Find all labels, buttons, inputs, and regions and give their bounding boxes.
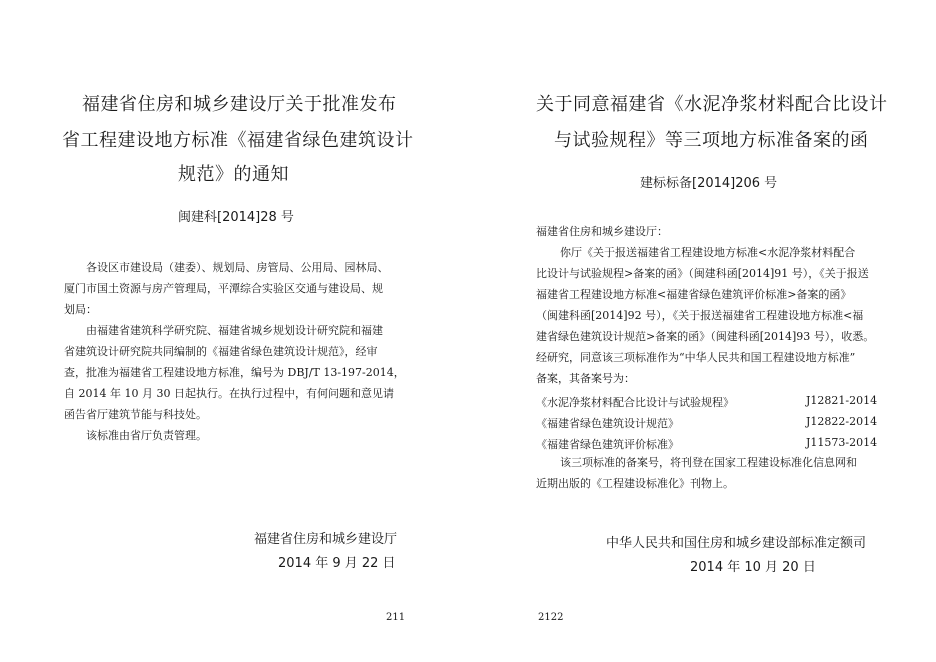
right-body-line: 福建省工程建设地方标准<福建省绿色建筑评价标准>备案的函》 xyxy=(536,288,852,301)
right-doc-number: 建标标备[2014]206 号 xyxy=(640,176,778,191)
right-body-line: 建省绿色建筑设计规范>备案的函》（闽建科函[2014]93 号），收悉。 xyxy=(536,330,875,343)
left-page-number: 211 xyxy=(386,612,406,623)
right-title-line-2: 与试验规程》等三项地方标准备案的函 xyxy=(554,130,869,151)
right-page xyxy=(468,0,936,662)
left-title-line-2: 省工程建设地方标准《福建省绿色建筑设计 xyxy=(62,130,414,151)
left-body-line: 自 2014 年 10 月 30 日起执行。在执行过程中，有何问题和意见请 xyxy=(64,387,394,400)
record-code: J11573-2014 xyxy=(806,436,878,449)
left-body-line: 函告省厅建筑节能与科技处。 xyxy=(64,408,207,421)
left-body-line: 查，批准为福建省工程建设地方标准，编号为 DBJ/T 13-197-2014， xyxy=(64,366,405,379)
left-signature-org: 福建省住房和城乡建设厅 xyxy=(254,532,398,547)
record-name: 《水泥净浆材料配合比设计与试验规程》 xyxy=(536,396,734,409)
right-signature-date: 2014 年 10 月 20 日 xyxy=(690,560,816,575)
left-title-line-3: 规范》的通知 xyxy=(178,164,289,185)
right-body-line: 福建省住房和城乡建设厅： xyxy=(536,225,668,238)
left-body-line: 由福建省建筑科学研究院、福建省城乡规划设计研究院和福建 xyxy=(86,324,383,337)
record-name: 《福建省绿色建筑评价标准》 xyxy=(536,438,679,451)
left-body-line: 划局： xyxy=(64,303,97,316)
record-code: J12821-2014 xyxy=(806,394,878,407)
right-page-number: 2122 xyxy=(538,612,564,623)
left-body-line: 厦门市国土资源与房产管理局，平潭综合实验区交通与建设局、规 xyxy=(64,282,383,295)
left-title-line-1: 福建省住房和城乡建设厅关于批准发布 xyxy=(82,94,397,115)
right-body-line: 你厅《关于报送福建省工程建设地方标准<水泥净浆材料配合 xyxy=(560,246,856,259)
right-body-line: 备案，其备案号为： xyxy=(536,372,635,385)
left-body-line: 省建筑设计研究院共同编制的《福建省绿色建筑设计规范》，经审 xyxy=(64,345,378,358)
left-doc-number: 闽建科[2014]28 号 xyxy=(178,210,294,225)
record-name: 《福建省绿色建筑设计规范》 xyxy=(536,417,679,430)
record-code: J12822-2014 xyxy=(806,415,878,428)
right-closing-line: 该三项标准的备案号，将刊登在国家工程建设标准化信息网和 xyxy=(560,456,857,469)
right-title-line-1: 关于同意福建省《水泥净浆材料配合比设计 xyxy=(536,94,888,115)
left-body-line: 各设区市建设局（建委）、规划局、房管局、公用局、园林局、 xyxy=(86,261,389,274)
right-body-line: （闽建科函[2014]92 号），《关于报送福建省工程建设地方标准<福 xyxy=(536,309,864,322)
left-signature-date: 2014 年 9 月 22 日 xyxy=(278,556,396,571)
right-closing-line: 近期出版的《工程建设标准化》刊物上。 xyxy=(536,477,734,490)
right-body-line: 比设计与试验规程>备案的函》（闽建科函[2014]91 号），《关于报送 xyxy=(536,267,869,280)
left-body-line: 该标准由省厅负责管理。 xyxy=(86,429,207,442)
right-signature-org: 中华人民共和国住房和城乡建设部标准定额司 xyxy=(606,536,867,551)
right-body-line: 经研究，同意该三项标准作为“中华人民共和国工程建设地方标准” xyxy=(536,351,856,364)
